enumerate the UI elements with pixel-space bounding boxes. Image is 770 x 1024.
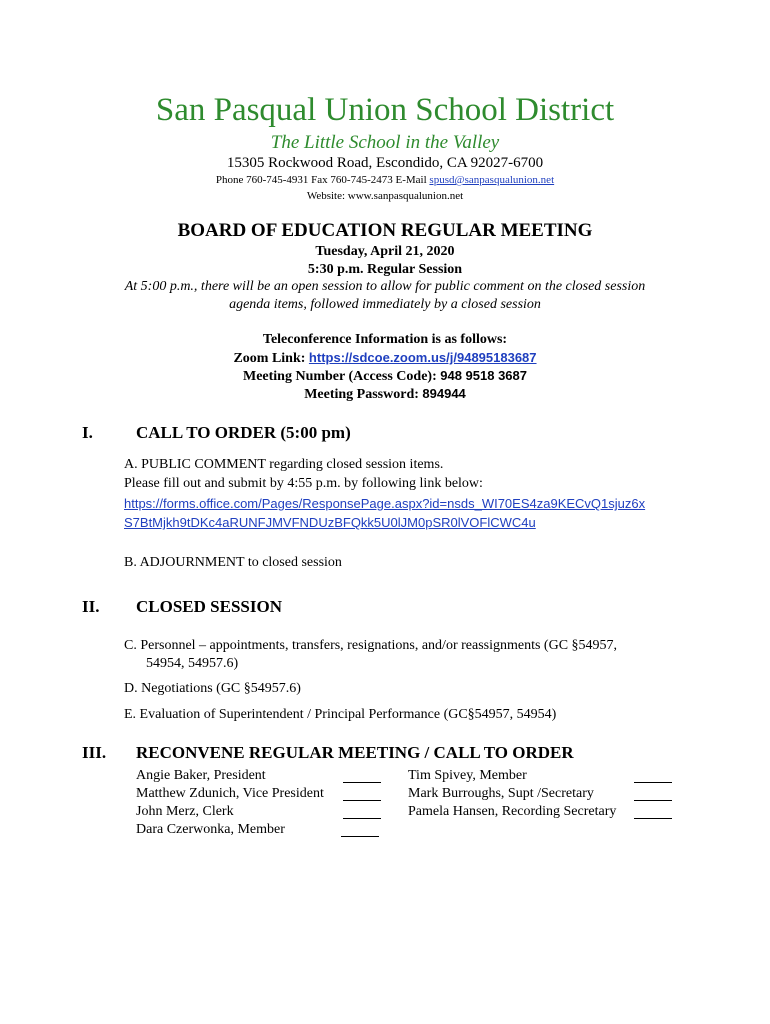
attendance-blank[interactable] [343,806,381,819]
teleconference-heading: Teleconference Information is as follows: [262,332,508,347]
attendance-blank[interactable] [341,824,379,837]
district-name: San Pasqual Union School District [155,92,615,128]
attendee-name: Mark Burroughs, Supt /Secretary [408,786,594,801]
session-note-line1: At 5:00 p.m., there will be an open session to allow for public comment on the closed session [124,279,646,294]
zoom-label: Zoom Link: [233,351,306,366]
attendance-blank[interactable] [634,806,672,819]
section-1-numeral: I. [82,423,93,442]
contact-info: Phone 760-745-4931 Fax 760-745-2473 E-Mail [215,174,430,186]
attendance-blank[interactable] [634,788,672,801]
website: Website: www.sanpasqualunion.net [306,190,464,202]
password-line [0,386,770,403]
meeting-session: 5:30 p.m. Regular Session [307,262,463,277]
attendance-blank[interactable] [634,770,672,783]
zoom-link[interactable]: https://sdcoe.zoom.us/j/94895183687 [308,350,537,365]
email-link[interactable]: spusd@sanpasqualunion.net [429,174,555,186]
attendee-name: Pamela Hansen, Recording Secretary [408,804,617,819]
item-c-personnel-line1: C. Personnel – appointments, transfers, resignations, and/or reassignments (GC §54957, [124,638,618,653]
section-1-title: CALL TO ORDER (5:00 pm) [136,423,351,442]
attendee-name: Matthew Zdunich, Vice President [136,786,324,801]
attendance-blank[interactable] [343,770,381,783]
item-e-evaluation: E. Evaluation of Superintendent / Principal Performance (GC§54957, 54954) [124,707,557,722]
attendee-name: John Merz, Clerk [136,804,234,819]
attendee-name: Dara Czerwonka, Member [136,822,285,837]
attendance-blank[interactable] [343,788,381,801]
meeting-date: Tuesday, April 21, 2020 [315,244,455,259]
meeting-number-line [0,368,770,385]
meeting-password: 894944 [422,386,466,401]
item-b-adjournment: B. ADJOURNMENT to closed session [124,555,342,570]
tagline: The Little School in the Valley [270,132,500,153]
password-label: Meeting Password: [304,387,419,402]
attendee-name: Tim Spivey, Member [408,768,527,783]
session-note-line2: agenda items, followed immediately by a closed session [229,297,541,312]
contact-line [0,174,770,186]
form-link-line1[interactable]: https://forms.office.com/Pages/ResponsePage.aspx?id=nsds_WI70ES4za9KECvQ1sjuz6x [124,496,646,511]
meeting-number-label: Meeting Number (Access Code): [242,369,437,384]
item-c-personnel-line2: 54954, 54957.6) [146,656,239,671]
meeting-title: BOARD OF EDUCATION REGULAR MEETING [177,220,593,241]
attendee-name: Angie Baker, President [136,768,266,783]
section-3-title: RECONVENE REGULAR MEETING / CALL TO ORDER [136,743,574,762]
item-a-public-comment: A. PUBLIC COMMENT regarding closed session items. [124,457,444,472]
address: 15305 Rockwood Road, Escondido, CA 92027-6700 [226,155,544,171]
section-2-title: CLOSED SESSION [136,597,282,616]
item-d-negotiations: D. Negotiations (GC §54957.6) [124,681,301,696]
section-3-numeral: III. [82,743,107,762]
meeting-number: 948 9518 3687 [440,368,527,383]
form-link-line2[interactable]: S7BtMjkh9tDKc4aRUNFJMVFNDUzBFQkk5U0lJM0pSR0lVOFlCWC4u [124,515,536,530]
zoom-line [0,350,770,367]
section-2-numeral: II. [82,597,100,616]
item-a-instructions: Please fill out and submit by 4:55 p.m. by following link below: [124,476,483,491]
